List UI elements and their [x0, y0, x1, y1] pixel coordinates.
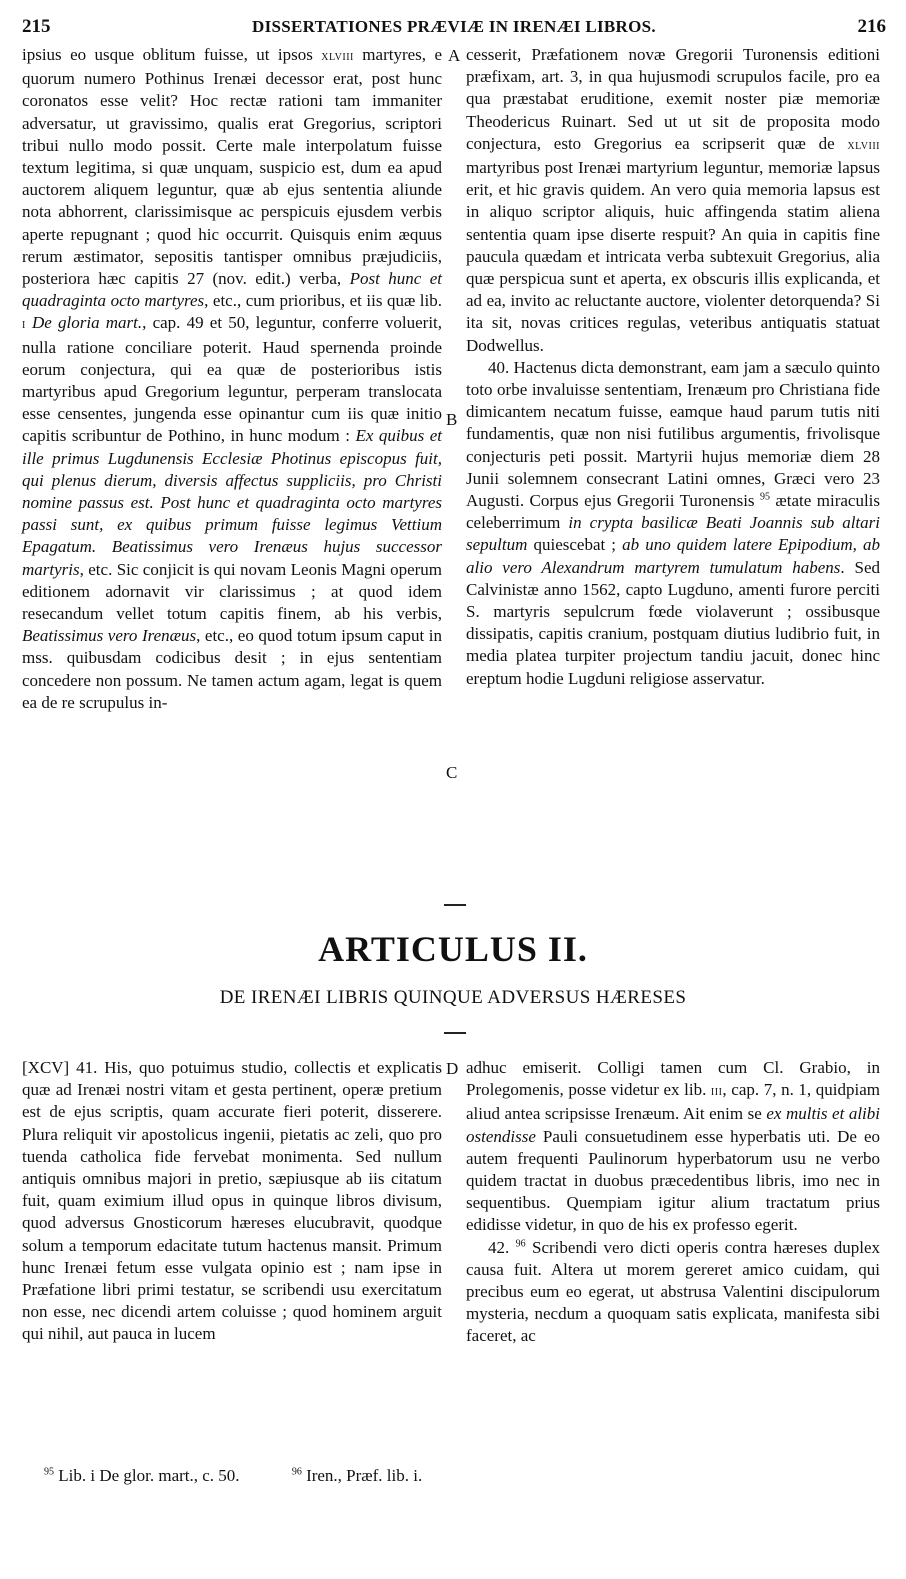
- margin-marker-a: A: [448, 46, 461, 65]
- footnotes: [44, 1466, 884, 1486]
- footnote-ref-95: 95: [760, 491, 770, 503]
- article-subtitle: DE IRENÆI LIBRIS QUINQUE ADVERSUS HÆRESES: [219, 987, 687, 1008]
- margin-marker-d: D: [446, 1059, 459, 1078]
- margin-marker-b: B: [446, 410, 458, 429]
- paragraph: cesserit, Præfationem novæ Gregorii Turonensis editioni præfixam, art. 3, in qua hujusmodi scrupulos facile, pro ea qua præstabat eruditione, exemit noster piæ memoriæ Theodericus Ruinart. Sed ut ut sit de proposita modo conjectura, esto Gregorius ea scripserit quæ de xlviii martyribus post Irenæi martyrium leguntur, memoriæ lapsus erit, et hic gravis quidem. An vero quia memoria lapsus est in aliquo scriptor aliquis, huic affingenda statim aliena sententia quam ipse diserte respuit? An quia in capitis fine paucula quædam et intricata verba subtexuit Gregorius, alia quæ perspicua sunt et aperta, ex obscuris illis explicanda, et ad ea, invito ac reluctante auctore, violenter detorquenda? Si ita sit, novas critices regulas, veteribus antiquatis statuat Dodwellus.: [466, 45, 880, 355]
- column-bottom-left: [22, 1057, 442, 1346]
- paragraph: adhuc emiserit. Colligi tamen cum Cl. Grabio, in Prolegomenis, posse videtur ex lib. iii, cap. 7, n. 1, quidpiam aliud antea scripsisse Irenæum. Ait enim se ex multis et alibi ostendisse Pauli consuetudinem esse hyperbatis uti. De eo autem frequenti Paulinorum hyperbatorum usu ne verbo quidem tractat in duobus præcedentibus libris, imo nec in sequentibus. Quempiam igitur alium tractatum prius edidisse videtur, in quo de his ex professo egerit.: [466, 1058, 880, 1235]
- paragraph-40: 40. Hactenus dicta demonstrant, eam jam a sæculo quinto toto orbe invaluisse sententiam, Irenæum pro Christiana fide dimicantem necatum fuisse, eamque haud parum tutis niti fundamentis, quæ non nisi futilibus argumentis, frivolisque conjecturis peti possit. Martyrii hujus memoriæ diem 28 Junii solemnem consecrant Latini omnes, Græci vero 23 Augusti. Corpus ejus Gregorii Turonensis $^{95}$ ætate miraculis celeberrimum in crypta basilicæ Beati Joannis sub altari sepultum quiescebat ; ab uno quidem latere Epipodium, ab alio vero Alexandrum martyrem tumulatum habens. Sed Calvinistæ anno 1562, capto Lugduno, amenti furore perciti S. martyris sepulcrum fœde violaverunt ; ossibusque dissipatis, capitis cranium, postquam diutius ludibrio fuit, in media platea turpiter projectum tandiu jacuit, donec hinc ereptum hodie Lugduni religiose asservatur.: [466, 357, 881, 688]
- page-number-right: 216: [857, 16, 886, 37]
- section-divider: [444, 1032, 466, 1034]
- section-divider: [444, 904, 466, 906]
- column-bottom-right: [466, 1057, 880, 1348]
- footnote-96: $^{96}$ Iren., Præf. lib. i.: [291, 1466, 423, 1485]
- page-number-left: 215: [22, 16, 51, 37]
- footnote-ref-96: 96: [515, 1237, 526, 1249]
- page-header: [22, 16, 886, 42]
- running-title: DISSERTATIONES PRÆVIÆ IN IRENÆI LIBROS.: [252, 17, 656, 36]
- paragraph: ipsius eo usque oblitum fuisse, ut ipsos xlviii martyres, e quorum numero Pothinus Irenæi decessor erat, post hunc coronatos esse velit? Hoc rectæ rationi tam immaniter adversatur, ut gravissimo, qualis erat Gregorius, scriptori tribui nullo modo possit. Certe male interpolatum fuisse textum legitima, si quæ unquam, suspicio est, dum ea apud auctorem aliquem leguntur, quæ ab ejus sententia aliunde nota abhorrent, clarissimisque ac perspicuis ejusdem verbis aperte repugnant ; quod hic occurrit. Quisquis enim æquus rerum æstimator, sepositis tantisper omnibus præjudiciis, posteriora hæc capitis 27 (nov. edit.) verba, Post hunc et quadraginta octo martyres, etc., cum prioribus, et iis quæ lib. i De gloria mart., cap. 49 et 50, leguntur, conferre voluerit, nulla ratione conciliare poterit. Haud spernenda proinde eorum conjectura, qui ea quæ de posterioribus istis martyribus apud Gregorium leguntur, perperam translocata esse censentes, jungenda esse opinantur cum iis quæ initio capitis scribuntur de Pothino, in hunc modum : Ex quibus et ille primus Lugdunensis Ecclesiæ Photinus episcopus fuit, qui plenus dierum, diversis affectus suppliciis, pro Christi nomine passus est. Post hunc et quadraginta octo martyres passi sunt, ex quibus primum fuisse legimus Vettium Epagatum. Beatissimus vero Irenæus hujus successor martyris, etc. Sic conjicit is qui novam Leonis Magni operum editionem adornavit vir clarissimus ; at quod idem resecandum vellet totum capitis finem, ab his verbis, Beatissimus vero Irenæus, etc., eo quod totum ipsum caput in mss. quibusdam codicibus desit ; in ejus sententiam concedere non possum. Ne tamen actum agam, legat is quem ea de re scrupulus in-: [22, 45, 443, 712]
- article-title: ARTICULUS II.: [318, 929, 588, 969]
- margin-marker-c: C: [446, 763, 458, 782]
- column-top-right: [466, 44, 880, 690]
- footnote-95: $^{95}$ Lib. i De glor. mart., c. 50.: [44, 1466, 240, 1485]
- column-top-left: [22, 44, 442, 714]
- paragraph-42: 42. $^{96}$ Scribendi vero dicti operis contra hæreses duplex causa fuit. Altera ut morem gereret amico cuidam, qui precibus eum eo egerat, ut abstrusa Valentini discipulorum mysteria, necdum a quoquam satis explicata, manifesta sibi faceret, ac: [466, 1237, 881, 1346]
- paragraph-41: [XCV] 41. His, quo potuimus studio, collectis et explicatis quæ ad Irenæi nostri vitam et gesta pertinent, operæ pretium est de ejus scriptis, quam accurate fieri poterit, disserere. Plura reliquit vir apostolicus ingenii, pietatis ac zeli, quo pro tuenda catholica fide fervebat monimenta. Sed nullum antiquis omnibus majori in pretio, sæpiusque ab iis citatum fuit, quam eximium illud opus in quinque libros divisum, quod adversus Gnosticorum hæreses elucubravit, quodque solum a temporum edacitate tutum hactenus mansit. Primum hunc Irenæi fetum esse vulgata opinio est ; nam ipse in Præfatione libri primi testatur, se scribendi usu exercitatum non esse, nec dicendi artem coluisse ; quod hominem arguit qui nihil, aut pauca in lucem: [22, 1058, 442, 1344]
